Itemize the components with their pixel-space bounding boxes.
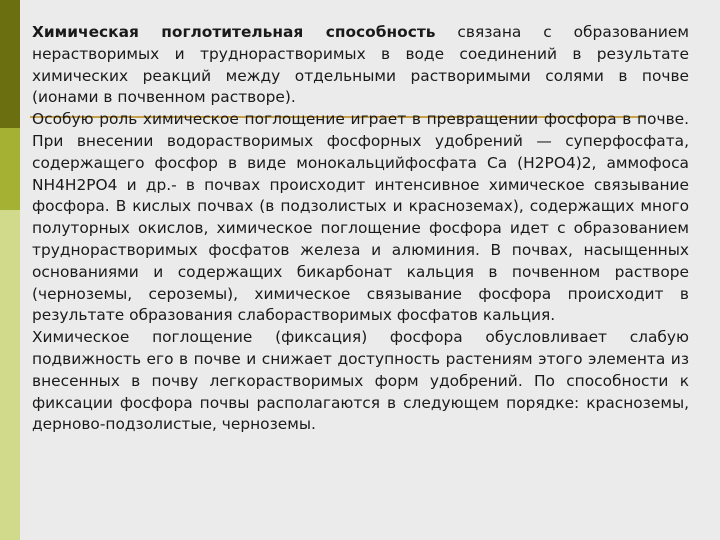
- decorative-side-bar: [0, 0, 20, 540]
- paragraph-1-text: связана с образованием нерастворимых и труднорастворимых в воде соединений в результате химических реакций между отдельными растворимыми солями в почве (ионами в почвенном растворе).: [32, 23, 689, 107]
- side-bar-dark-block: [0, 0, 20, 128]
- term-heading: Химическая поглотительная способность: [32, 23, 436, 41]
- side-bar-mid-block: [0, 128, 20, 210]
- paragraph-3: Химическое поглощение (фиксация) фосфора обусловливает слабую подвижность его в почве и снижает доступность растениям этого элемента из внесенных в почву легкорастворимых форм удобрений. По способности к фиксации фосфора почвы располагаются в следующем порядке: красноземы, дерново-подзолистые, черноземы.: [32, 328, 689, 434]
- slide-text: [32, 22, 689, 436]
- paragraph-1: [32, 22, 689, 109]
- paragraph-2: Особую роль химическое поглощение играет в превращении фосфора в почве. При внесении водорастворимых фосфорных удобрений — суперфосфата, содержащего фосфор в виде монокальцийфосфата Ca (H2PO4)2, аммофоса NH4H2PO4 и др.- в почвах происходит интенсивное химическое связывание фосфора. В кислых почвах (в подзолистых и красноземах), содержащих много полуторных окислов, химическое поглощение фосфора идет с образованием труднорастворимых фосфатов железа и алюминия. В почвах, насыщенных основаниями и содержащих бикарбонат кальция в почвенном растворе (черноземы, сероземы), химическое связывание фосфора происходит в результате образования слаборастворимых фосфатов кальция.: [32, 110, 689, 325]
